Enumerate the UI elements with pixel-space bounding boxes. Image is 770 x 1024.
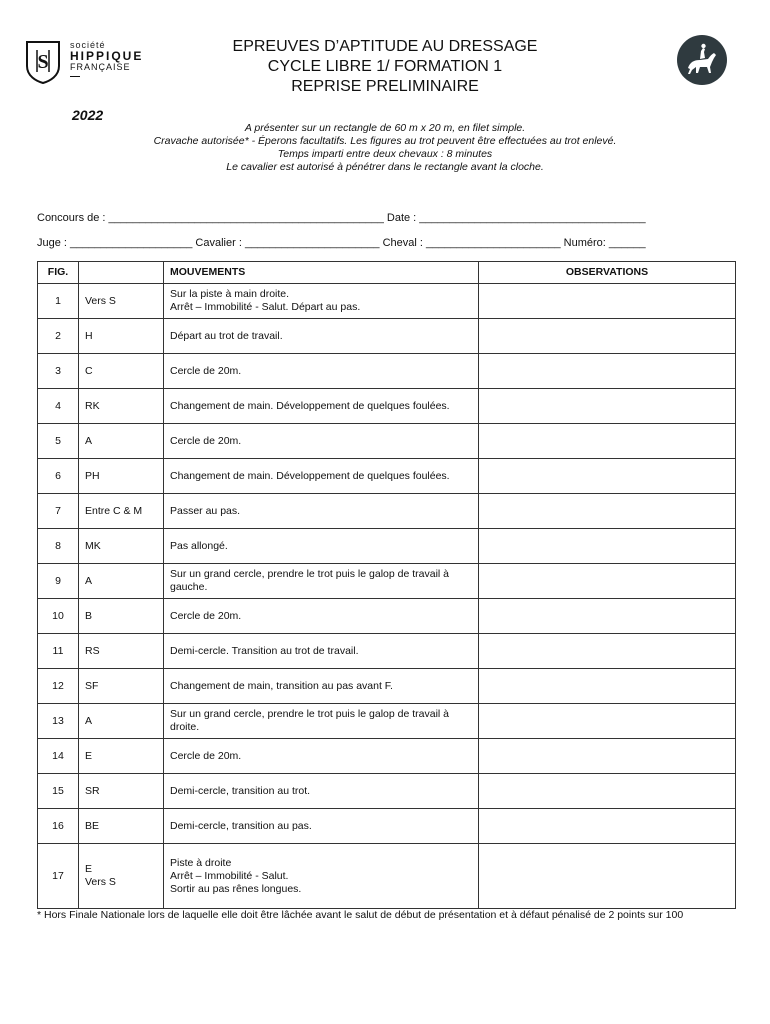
table-row xyxy=(38,354,736,389)
observation-cell[interactable] xyxy=(479,389,736,424)
movement-cell: Passer au pas. xyxy=(164,494,479,529)
table-row xyxy=(38,564,736,599)
movement-cell: Changement de main. Développement de quelques foulées. xyxy=(164,389,479,424)
footnote: * Hors Finale Nationale lors de laquelle elle doit être lâchée avant le salut de début de présentation et à défaut pénalisé de 2 points sur 100 xyxy=(37,909,684,921)
title-line-2: CYCLE LIBRE 1/ FORMATION 1 xyxy=(267,58,503,75)
letter-cell: SF xyxy=(79,669,164,704)
title-line-3: REPRISE PRELIMINAIRE xyxy=(291,78,479,95)
movement-cell: Pas allongé. xyxy=(164,529,479,564)
letter-cell: RS xyxy=(79,634,164,669)
movement-cell: Cercle de 20m. xyxy=(164,354,479,389)
observation-cell[interactable] xyxy=(479,424,736,459)
letter-cell: H xyxy=(79,319,164,354)
brand-divider xyxy=(70,76,80,77)
letter-cell: E xyxy=(79,739,164,774)
fig-cell: 7 xyxy=(38,494,79,529)
movement-cell: Demi-cercle, transition au pas. xyxy=(164,809,479,844)
letter-cell: E Vers S xyxy=(79,844,164,909)
movement-cell: Sur un grand cercle, prendre le trot puis le galop de travail à gauche. xyxy=(164,564,479,599)
table-header-row xyxy=(38,262,736,284)
form-line-competition-date: Concours de : _____________________________________________ Date : _____________________________________ xyxy=(37,212,646,224)
fig-cell: 12 xyxy=(38,669,79,704)
observation-cell[interactable] xyxy=(479,494,736,529)
year: 2022 xyxy=(72,107,104,123)
fig-cell: 5 xyxy=(38,424,79,459)
movement-cell: Demi-cercle. Transition au trot de travail. xyxy=(164,634,479,669)
observation-cell[interactable] xyxy=(479,529,736,564)
letter-cell: PH xyxy=(79,459,164,494)
letter-cell: B xyxy=(79,599,164,634)
observation-cell[interactable] xyxy=(479,354,736,389)
table-row xyxy=(38,809,736,844)
fig-cell: 10 xyxy=(38,599,79,634)
observation-cell[interactable] xyxy=(479,704,736,739)
letter-cell: SR xyxy=(79,774,164,809)
movement-cell: Piste à droite Arrêt – Immobilité - Salut. Sortir au pas rênes longues. xyxy=(164,844,479,909)
movement-cell: Changement de main. Développement de quelques foulées. xyxy=(164,459,479,494)
movement-cell: Sur la piste à main droite. Arrêt – Immobilité - Salut. Départ au pas. xyxy=(164,284,479,319)
fig-cell: 8 xyxy=(38,529,79,564)
table-row xyxy=(38,494,736,529)
observation-cell[interactable] xyxy=(479,844,736,909)
header-observations: OBSERVATIONS xyxy=(479,262,736,284)
table-row xyxy=(38,774,736,809)
table-row xyxy=(38,529,736,564)
observation-cell[interactable] xyxy=(479,809,736,844)
table-row xyxy=(38,459,736,494)
form-line-judge-rider-horse: Juge : ____________________ Cavalier : ______________________ Cheval : ______________________ Numéro: ______ xyxy=(37,237,646,249)
instruction-time: Temps imparti entre deux chevaux : 8 minutes xyxy=(277,148,493,160)
svg-text:S: S xyxy=(37,51,49,73)
table-row xyxy=(38,669,736,704)
table-row xyxy=(38,599,736,634)
movement-cell: Changement de main, transition au pas avant F. xyxy=(164,669,479,704)
letter-cell: RK xyxy=(79,389,164,424)
header-letter xyxy=(79,262,164,284)
fig-cell: 11 xyxy=(38,634,79,669)
observation-cell[interactable] xyxy=(479,564,736,599)
observation-cell[interactable] xyxy=(479,669,736,704)
fig-cell: 13 xyxy=(38,704,79,739)
table-row xyxy=(38,284,736,319)
title-line-1: EPREUVES D’APTITUDE AU DRESSAGE xyxy=(232,38,538,55)
letter-cell: A xyxy=(79,424,164,459)
brand-line-2: HIPPIQUE xyxy=(70,49,144,63)
document-title xyxy=(180,37,590,97)
brand-line-3: FRANÇAISE xyxy=(70,62,131,72)
movement-cell: Demi-cercle, transition au trot. xyxy=(164,774,479,809)
brand-line-1: société xyxy=(70,40,106,50)
fig-cell: 6 xyxy=(38,459,79,494)
letter-cell: A xyxy=(79,564,164,599)
movement-cell: Départ au trot de travail. xyxy=(164,319,479,354)
table-row xyxy=(38,739,736,774)
fig-cell: 15 xyxy=(38,774,79,809)
instruction-arena: A présenter sur un rectangle de 60 m x 20 m, en filet simple. xyxy=(244,122,526,134)
instruction-equipment: Cravache autorisée* - Éperons facultatifs. Les figures au trot peuvent être effectuées au trot enlevé. xyxy=(153,135,617,147)
observation-cell[interactable] xyxy=(479,634,736,669)
fig-cell: 14 xyxy=(38,739,79,774)
shf-logo xyxy=(24,40,164,84)
instruction-entry: Le cavalier est autorisé à pénétrer dans le rectangle avant la cloche. xyxy=(226,161,544,173)
table-row xyxy=(38,634,736,669)
observation-cell[interactable] xyxy=(479,599,736,634)
header-fig: FIG. xyxy=(38,262,79,284)
brand-text xyxy=(70,40,143,77)
fig-cell: 17 xyxy=(38,844,79,909)
fig-cell: 16 xyxy=(38,809,79,844)
observation-cell[interactable] xyxy=(479,284,736,319)
letter-cell: Vers S xyxy=(79,284,164,319)
letter-cell: C xyxy=(79,354,164,389)
table-row xyxy=(38,319,736,354)
table-row xyxy=(38,389,736,424)
fig-cell: 9 xyxy=(38,564,79,599)
letter-cell: MK xyxy=(79,529,164,564)
fig-cell: 3 xyxy=(38,354,79,389)
fig-cell: 1 xyxy=(38,284,79,319)
header-movements: MOUVEMENTS xyxy=(164,262,479,284)
movement-cell: Sur un grand cercle, prendre le trot puis le galop de travail à droite. xyxy=(164,704,479,739)
horse-rider-icon xyxy=(676,34,728,86)
table-row xyxy=(38,704,736,739)
observation-cell[interactable] xyxy=(479,459,736,494)
letter-cell: Entre C & M xyxy=(79,494,164,529)
observation-cell[interactable] xyxy=(479,774,736,809)
letter-cell: BE xyxy=(79,809,164,844)
movements-table xyxy=(37,261,736,909)
movement-cell: Cercle de 20m. xyxy=(164,424,479,459)
movement-cell: Cercle de 20m. xyxy=(164,739,479,774)
fig-cell: 2 xyxy=(38,319,79,354)
observation-cell[interactable] xyxy=(479,739,736,774)
sh-monogram-shield-icon xyxy=(24,40,62,84)
fig-cell: 4 xyxy=(38,389,79,424)
movement-cell: Cercle de 20m. xyxy=(164,599,479,634)
table-row xyxy=(38,844,736,909)
table-row xyxy=(38,424,736,459)
instructions xyxy=(60,122,710,174)
observation-cell[interactable] xyxy=(479,319,736,354)
letter-cell: A xyxy=(79,704,164,739)
